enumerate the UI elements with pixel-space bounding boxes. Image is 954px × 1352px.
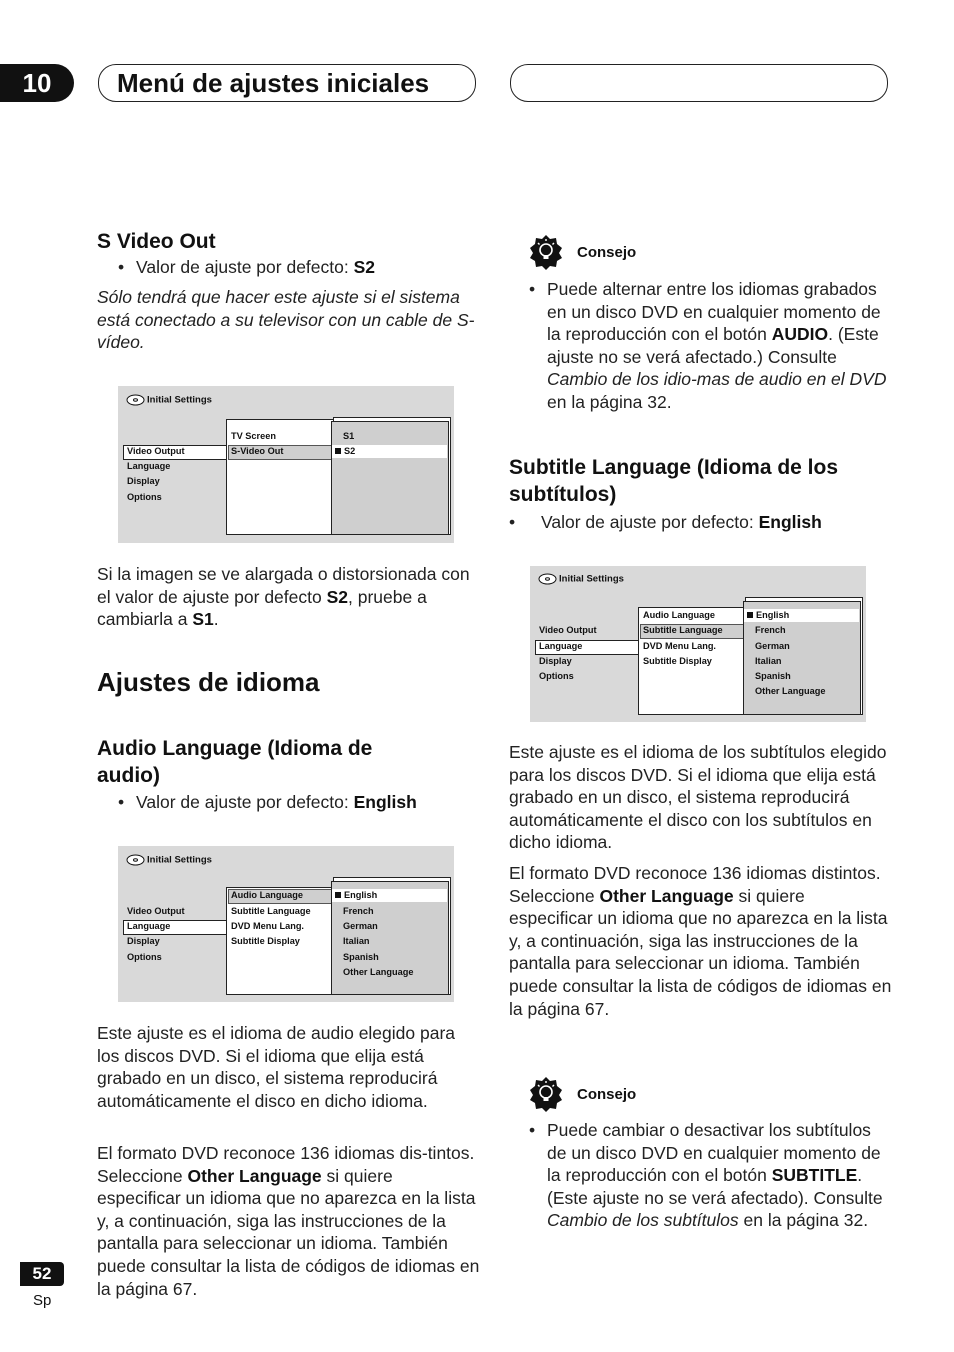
menu-item: Display [539, 656, 572, 666]
menu-item: TV Screen [231, 431, 276, 441]
subtitle-default: • Valor de ajuste por defecto: English [509, 512, 822, 532]
disc-icon [126, 854, 145, 866]
svideo-body-b1: S2 [326, 586, 348, 607]
audio-default-prefix: Valor de ajuste por defecto: [136, 792, 354, 812]
menu-item: French [755, 625, 786, 635]
menu-item: Subtitle Display [643, 656, 712, 666]
lang-section-heading: Ajustes de idioma [97, 667, 320, 697]
menu-item-label: S2 [344, 446, 356, 456]
tip1-i1: Cambio de los idio-mas de audio en el DVD [547, 369, 887, 390]
audio-heading-line1: Audio Language (Idioma de [97, 737, 373, 760]
menu-item: Video Output [127, 906, 185, 916]
svideo-body-1: Si la imagen se ve alargada o distorsionada con el valor de ajuste por defecto [97, 564, 470, 607]
svideo-default-prefix: Valor de ajuste por defecto: [136, 257, 354, 277]
screen-svideo-title [126, 394, 212, 406]
menu-item: Italian [755, 656, 782, 666]
audio-default: • Valor de ajuste por defecto: English [118, 792, 417, 812]
page-number: 52 [20, 1262, 64, 1286]
subtitle-para2-b: Other Language [599, 885, 734, 906]
chapter-number: 10 [0, 64, 74, 102]
tip1-text: • Puede alternar entre los idiomas grabados en un disco DVD en cualquier momento de la reproducción con el botón AUDIO. (Este ajuste no se verá afectado.) Consulte Cambio de los idio-mas de audio en el DVD en la página 32. [529, 279, 887, 412]
svideo-body-b2: S1 [192, 609, 214, 630]
menu-item: Display [127, 476, 160, 486]
audio-heading [97, 735, 481, 789]
screen-subtitle [530, 566, 866, 722]
menu-item: Language [539, 641, 583, 651]
menu-item: Italian [343, 936, 370, 946]
menu-item: Other Language [755, 686, 826, 696]
tip2-t3: en la página 32. [738, 1210, 869, 1231]
menu-item-selected [335, 890, 377, 900]
tip1-b1: AUDIO [771, 324, 829, 345]
audio-para1: Este ajuste es el idioma de audio elegido para los discos DVD. Si el idioma que elija está grabado en un disco, el sistema reproducirá automáticamente el disco en dicho idioma. [97, 1023, 456, 1111]
audio-para2 [97, 1142, 481, 1300]
subtitle-default-value: English [758, 512, 822, 532]
screen-subtitle-title [538, 573, 624, 585]
menu-item: Subtitle Language [231, 906, 311, 916]
tip2-i1: Cambio de los subtítulos [547, 1210, 739, 1231]
svideo-default: • Valor de ajuste por defecto: S2 [118, 257, 375, 277]
menu-item: Video Output [539, 625, 597, 635]
menu-item: Audio Language [643, 610, 715, 620]
menu-item: Subtitle Display [231, 936, 300, 946]
tip1-t2: . (Este ajuste no se verá afectado.) Consulte [547, 324, 879, 367]
screen-audio [118, 846, 454, 1002]
audio-para2-c: si quiere especificar un idioma que no aparezca en la lista y, a continuación, siga las instrucciones de la pantalla para seleccionar un idioma. También puede consultar la lista de códigos de idiomas en la página 67. [97, 1165, 480, 1299]
screen-svideo-title-text: Initial Settings [147, 394, 212, 406]
menu-item-selected [335, 446, 355, 456]
screen-audio-title [126, 854, 212, 866]
menu-item: S-Video Out [231, 446, 284, 456]
menu-item: Language [127, 921, 171, 931]
menu-item: Display [127, 936, 160, 946]
audio-para2-a: El formato DVD reconoce 136 idiomas dis-tintos. Seleccione [97, 1143, 475, 1186]
disc-icon [538, 573, 557, 585]
tip1-t1: Puede alternar entre los idiomas grabados en un disco DVD en cualquier momento de la reproducción con el botón [547, 279, 881, 345]
subtitle-para2-a: El formato DVD reconoce 136 idiomas distintos. Seleccione [509, 863, 881, 906]
tip1-label: Consejo [577, 244, 637, 261]
menu-item: French [343, 906, 374, 916]
menu-item: Spanish [755, 671, 791, 681]
tip2-t2: . (Este ajuste no se verá afectado). Consulte [547, 1165, 883, 1208]
screen-subtitle-title-text: Initial Settings [559, 573, 624, 585]
menu-item: Subtitle Language [643, 625, 723, 635]
menu-item: Spanish [343, 952, 379, 962]
audio-default-value: English [353, 792, 417, 812]
svideo-default-value: S2 [353, 257, 375, 277]
menu-item: DVD Menu Lang. [643, 641, 716, 651]
menu-item: DVD Menu Lang. [231, 921, 304, 931]
lightbulb-icon [528, 1076, 564, 1112]
svideo-body-2: , pruebe a cambiarla a [97, 586, 427, 630]
disc-icon [126, 394, 145, 406]
page-language: Sp [33, 1292, 52, 1309]
audio-heading-line2: audio) [97, 764, 160, 787]
menu-item: Options [127, 492, 162, 502]
menu-item: S1 [343, 431, 355, 441]
menu-item: Audio Language [231, 890, 303, 900]
screen-audio-title-text: Initial Settings [147, 854, 212, 866]
svideo-note: Sólo tendrá que hacer este ajuste si el sistema está conectado a su televisor con un cable de S-vídeo. [97, 287, 475, 353]
menu-item-label: English [344, 890, 378, 900]
tip2-b1: SUBTITLE [771, 1165, 858, 1186]
chapter-title: Menú de ajustes iniciales [117, 68, 430, 98]
subtitle-para1: Este ajuste es el idioma de los subtítulos elegido para los discos DVD. Si el idioma que elija está grabado en un disco, el sistema reproducirá automáticamente el disco con los subtítulos en dicho idioma. [509, 742, 887, 853]
menu-item: German [343, 921, 378, 931]
tip2-label: Consejo [577, 1086, 637, 1103]
svideo-body [97, 563, 481, 631]
subtitle-heading [509, 454, 893, 508]
header-empty-box [510, 64, 888, 102]
subtitle-heading-line2: subtítulos) [509, 483, 617, 506]
menu-item: Options [127, 952, 162, 962]
svideo-body-3: . [213, 609, 219, 630]
subtitle-heading-line1: Subtitle Language (Idioma de los [509, 456, 839, 479]
lightbulb-icon [528, 234, 564, 270]
subtitle-para2 [509, 862, 893, 1020]
screen-svideo [118, 386, 454, 543]
menu-item-selected [747, 610, 789, 620]
subtitle-default-prefix: Valor de ajuste por defecto: [541, 512, 759, 532]
tip1-t3: en la página 32. [547, 391, 672, 412]
chapter-title-box [98, 64, 476, 102]
menu-item: Video Output [127, 446, 185, 456]
subtitle-para2-c: si quiere especificar un idioma que no aparezca en la lista y, a continuación, siga las instrucciones de la pantalla para seleccionar un idioma. También puede consultar la lista de códigos de idiomas en la página 67. [509, 885, 892, 1019]
tip2-text: • Puede cambiar o desactivar los subtítulos de un disco DVD en cualquier momento de la reproducción con el botón SUBTITLE. (Este ajuste no se verá afectado). Consulte Cambio de los subtítulos en la página 32. [529, 1120, 883, 1231]
audio-para2-b: Other Language [187, 1165, 322, 1186]
menu-item: German [755, 641, 790, 651]
svideo-heading: S Video Out [97, 230, 216, 253]
menu-item: Language [127, 461, 171, 471]
menu-item: Options [539, 671, 574, 681]
tip2-t1: Puede cambiar o desactivar los subtítulos de un disco DVD en cualquier momento de la reproducción con el botón [547, 1120, 881, 1186]
menu-item-label: English [756, 610, 790, 620]
menu-item: Other Language [343, 967, 414, 977]
